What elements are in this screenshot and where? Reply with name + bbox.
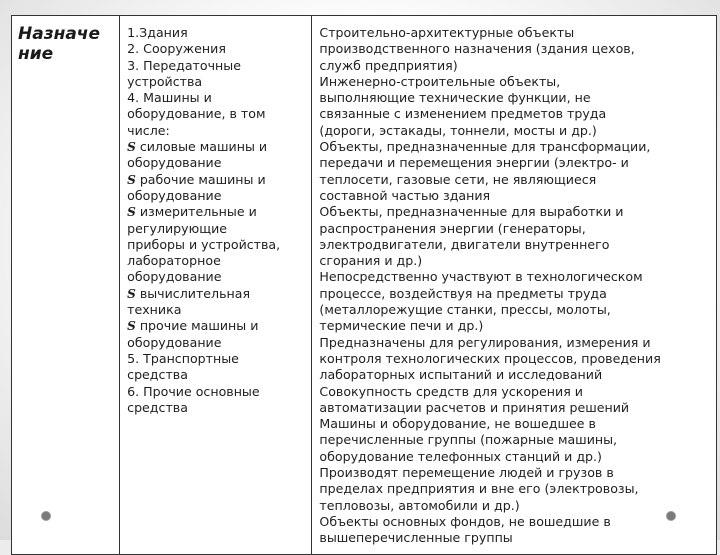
- purpose-line: служб предприятия): [319, 57, 458, 73]
- asset-type-item: [127, 25, 307, 41]
- asset-type-text: прочие машины и: [135, 318, 259, 334]
- asset-type-line: 3. Передаточные: [127, 57, 241, 73]
- purpose-line: контроля технологических процессов, проведения: [319, 350, 661, 366]
- asset-subtype-item: [127, 204, 307, 285]
- purpose-line: Объекты, предназначенные для трансформации,: [319, 139, 651, 155]
- purpose-line: термические печи и др.): [319, 318, 484, 334]
- purpose-line: электродвигатели, двигатели внутреннего: [319, 236, 610, 252]
- purpose-line: (металлорежущие станки, прессы, молоты,: [319, 302, 611, 318]
- check-bullet-icon: S: [127, 319, 136, 334]
- purpose-line: сгорания и др.): [319, 253, 423, 269]
- asset-type-line: техника: [127, 302, 182, 318]
- asset-subtype-item: [127, 172, 307, 205]
- purpose-paragraph: [319, 335, 712, 384]
- check-bullet-icon: S: [127, 205, 136, 220]
- asset-subtype-item: [127, 139, 307, 172]
- asset-types-list: [120, 16, 311, 416]
- purpose-line: связанные с изменением предметов труда: [319, 106, 607, 122]
- asset-type-text: силовые машины и: [135, 139, 268, 155]
- asset-type-line: 2. Сооружения: [127, 41, 226, 57]
- asset-type-line: [127, 204, 307, 220]
- asset-type-line: оборудование, в том: [127, 106, 266, 122]
- asset-subtype-item: [127, 318, 307, 351]
- purpose-paragraph: [319, 384, 712, 417]
- asset-type-line: средства: [127, 399, 188, 415]
- purpose-line: (дороги, эстакады, тоннели, мосты и др.): [319, 122, 597, 138]
- asset-type-line: устройства: [127, 73, 203, 89]
- asset-type-line: [127, 139, 307, 155]
- purpose-paragraph: [319, 204, 712, 269]
- purpose-list: [312, 16, 716, 547]
- asset-types-cell: [120, 16, 312, 555]
- purpose-cell: [312, 16, 717, 555]
- asset-type-line: [127, 286, 307, 302]
- slide-corner-dot-right: [667, 512, 675, 520]
- purpose-line: оборудование телефонных станций и др.): [319, 448, 602, 464]
- asset-type-line: оборудование: [127, 155, 222, 171]
- asset-type-item: [127, 41, 307, 57]
- purpose-paragraph: [319, 514, 712, 547]
- column-heading: [12, 16, 119, 64]
- asset-type-line: 1.Здания: [127, 25, 188, 40]
- purpose-paragraph: [319, 74, 712, 139]
- fixed-assets-table: [11, 15, 717, 555]
- purpose-paragraph: [319, 139, 712, 204]
- purpose-line: передачи и перемещения энергии (электро- и: [319, 155, 629, 171]
- asset-type-item: [127, 351, 307, 384]
- asset-type-line: регулирующие: [127, 220, 228, 236]
- asset-type-line: приборы и устройства,: [127, 236, 281, 252]
- purpose-line: теплосети, газовые сети, не являющиеся: [319, 171, 597, 187]
- asset-type-line: оборудование: [127, 334, 222, 350]
- asset-type-line: оборудование: [127, 187, 222, 203]
- asset-type-item: [127, 90, 307, 139]
- purpose-line: составной частью здания: [319, 187, 491, 203]
- purpose-line: тепловозы, автомобили и др.): [319, 497, 520, 513]
- heading-cell: [12, 16, 120, 555]
- check-bullet-icon: S: [127, 286, 136, 301]
- purpose-line: Объекты, предназначенные для выработки и: [319, 204, 624, 220]
- purpose-line: Строительно-архитектурные объекты: [319, 25, 575, 40]
- asset-type-line: 6. Прочие основные: [127, 383, 260, 399]
- asset-subtype-item: [127, 286, 307, 319]
- purpose-line: вышеперечисленные группы: [319, 530, 513, 546]
- purpose-paragraph: [319, 25, 712, 74]
- purpose-line: производственного назначения (здания цехов,: [319, 41, 635, 57]
- asset-type-line: [127, 172, 307, 188]
- purpose-line: пределах предприятия и вне его (электровозы,: [319, 481, 639, 497]
- asset-type-item: [127, 384, 307, 417]
- purpose-paragraph: [319, 269, 712, 334]
- purpose-line: выполняющие технические функции, не: [319, 90, 591, 106]
- asset-type-item: [127, 58, 307, 91]
- heading-line: Назначе: [18, 24, 100, 44]
- asset-type-text: рабочие машины и: [135, 171, 266, 187]
- purpose-line: распространения энергии (генераторы,: [319, 220, 586, 236]
- purpose-paragraph: [319, 416, 712, 465]
- purpose-line: Инженерно-строительные объекты,: [319, 73, 561, 89]
- purpose-line: Машины и оборудование, не вошедшее в: [319, 416, 596, 432]
- asset-type-line: оборудование: [127, 269, 222, 285]
- heading-line: ние: [18, 44, 54, 64]
- asset-type-text: измерительные и: [135, 204, 257, 220]
- purpose-line: Производят перемещение людей и грузов в: [319, 465, 614, 481]
- slide-corner-dot-left: [42, 512, 50, 520]
- purpose-paragraph: [319, 465, 712, 514]
- purpose-line: перечисленные группы (пожарные машины,: [319, 432, 618, 448]
- check-bullet-icon: S: [127, 140, 136, 155]
- asset-type-line: лабораторное: [127, 253, 221, 269]
- check-bullet-icon: S: [127, 172, 136, 187]
- purpose-line: Непосредственно участвуют в технологическом: [319, 269, 643, 285]
- asset-type-text: вычислительная: [135, 285, 251, 301]
- purpose-line: Предназначены для регулирования, измерения и: [319, 334, 651, 350]
- purpose-line: лабораторных испытаний и исследований: [319, 367, 603, 383]
- purpose-line: процессе, воздействуя на предметы труда: [319, 285, 607, 301]
- asset-type-line: 4. Машины и: [127, 90, 212, 106]
- table-row: [12, 16, 717, 555]
- asset-type-line: числе:: [127, 122, 170, 138]
- asset-type-line: средства: [127, 367, 188, 383]
- asset-type-line: 5. Транспортные: [127, 350, 239, 366]
- purpose-line: Объекты основных фондов, не вошедшие в: [319, 513, 611, 529]
- purpose-line: автоматизации расчетов и принятия решений: [319, 399, 630, 415]
- asset-type-line: [127, 318, 307, 334]
- purpose-line: Совокупность средств для ускорения и: [319, 383, 583, 399]
